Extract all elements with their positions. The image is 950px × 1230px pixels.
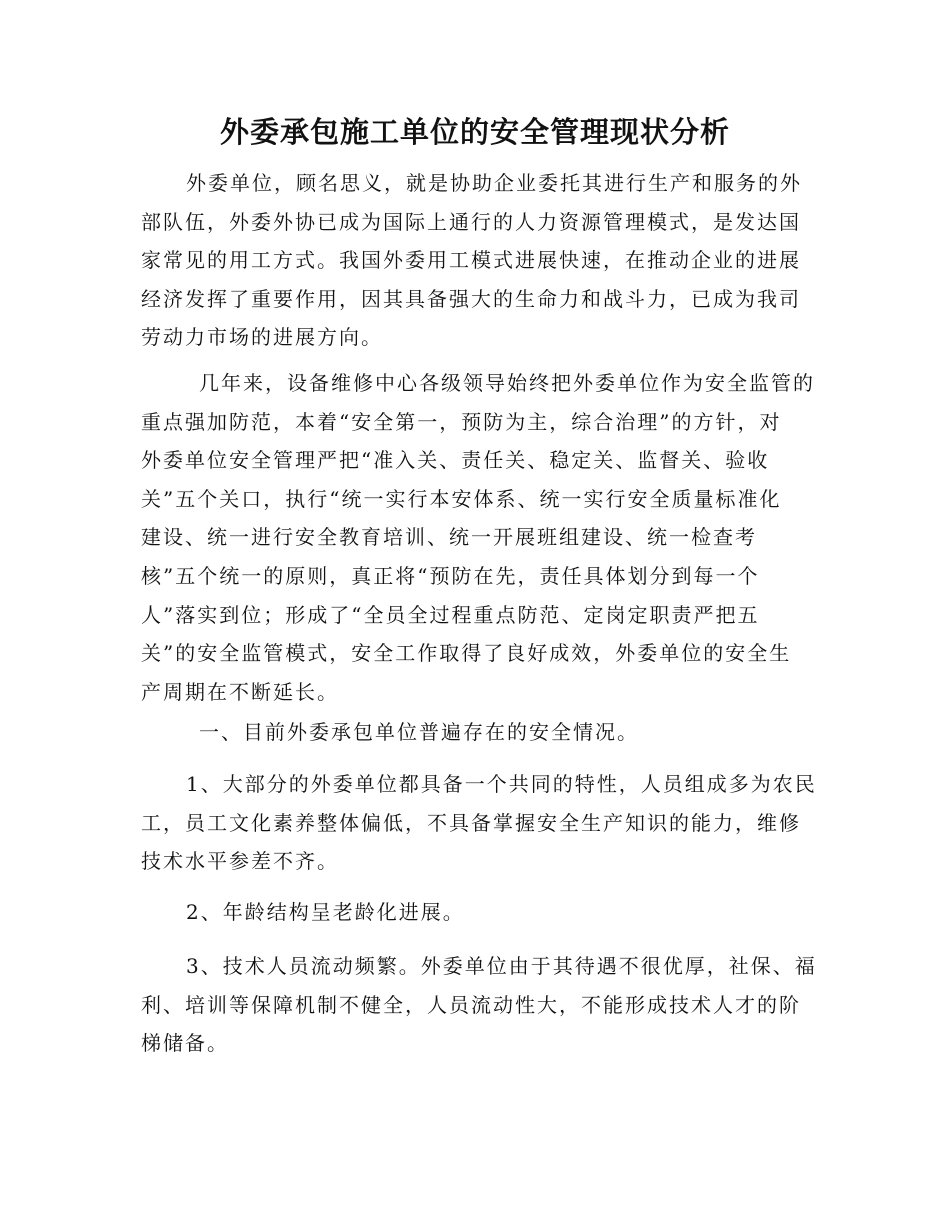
text-line: 重点强加防范，本着“安全第一，预防为主，综合治理”的方针，对 — [141, 409, 782, 434]
paragraph-intro — [141, 164, 811, 357]
text-line: 家常见的用工方式。我国外委用工模式进展快速，在推动企业的进展 — [141, 248, 801, 273]
text-line: 关”五个关口，执行“统一实行本安体系、统一实行安全质量标准化 — [141, 486, 782, 511]
text-line: 关”的安全监管模式，安全工作取得了良好成效，外委单位的安全生 — [141, 641, 792, 666]
text-line: 经济发挥了重要作用，因其具备强大的生命力和战斗力，已成为我司 — [141, 286, 801, 311]
text-line: 利、培训等保障机制不健全，人员流动性大，不能形成技术人才的阶 — [141, 992, 801, 1017]
text-line: 外委单位，顾名思义，就是协助企业委托其进行生产和服务的外 — [186, 171, 802, 195]
text-line: 技术水平参差不齐。 — [141, 849, 339, 874]
text-line: 外委单位安全管理严把“准入关、责任关、稳定关、监督关、验收 — [141, 448, 770, 473]
text-line: 梯储备。 — [141, 1031, 229, 1056]
list-item-1 — [141, 765, 817, 881]
document-title: 外委承包施工单位的安全管理现状分析 — [219, 115, 730, 149]
text-line: 1、大部分的外委单位都具备一个共同的特性，人员组成多为农民 — [186, 772, 817, 796]
text-line: 2、年龄结构呈老龄化进展。 — [186, 900, 465, 924]
section-heading — [141, 713, 811, 752]
list-item-3 — [141, 947, 817, 1063]
text-line: 人”落实到位；形成了“全员全过程重点防范、定岗定职责严把五 — [141, 602, 760, 627]
text-line: 劳动力市场的进展方向。 — [141, 325, 383, 350]
paragraph-background — [141, 364, 815, 711]
text-line: 建设、统一进行安全教育培训、统一开展班组建设、统一检查考 — [141, 525, 757, 550]
text-line: 几年来，设备维修中心各级领导始终把外委单位作为安全监管的 — [199, 371, 815, 395]
text-line: 产周期在不断延长。 — [141, 679, 339, 704]
text-line: 一、目前外委承包单位普遍存在的安全情况。 — [199, 720, 639, 744]
text-line: 3、技术人员流动频繁。外委单位由于其待遇不很优厚，社保、福 — [186, 954, 817, 978]
text-line: 部队伍，外委外协已成为国际上通行的人力资源管理模式，是发达国 — [141, 209, 801, 234]
list-item-2 — [141, 893, 811, 932]
text-line: 工，员工文化素养整体偏低，不具备掌握安全生产知识的能力，维修 — [141, 810, 801, 835]
text-line: 核”五个统一的原则，真正将“预防在先，责任具体划分到每一个 — [141, 563, 760, 588]
